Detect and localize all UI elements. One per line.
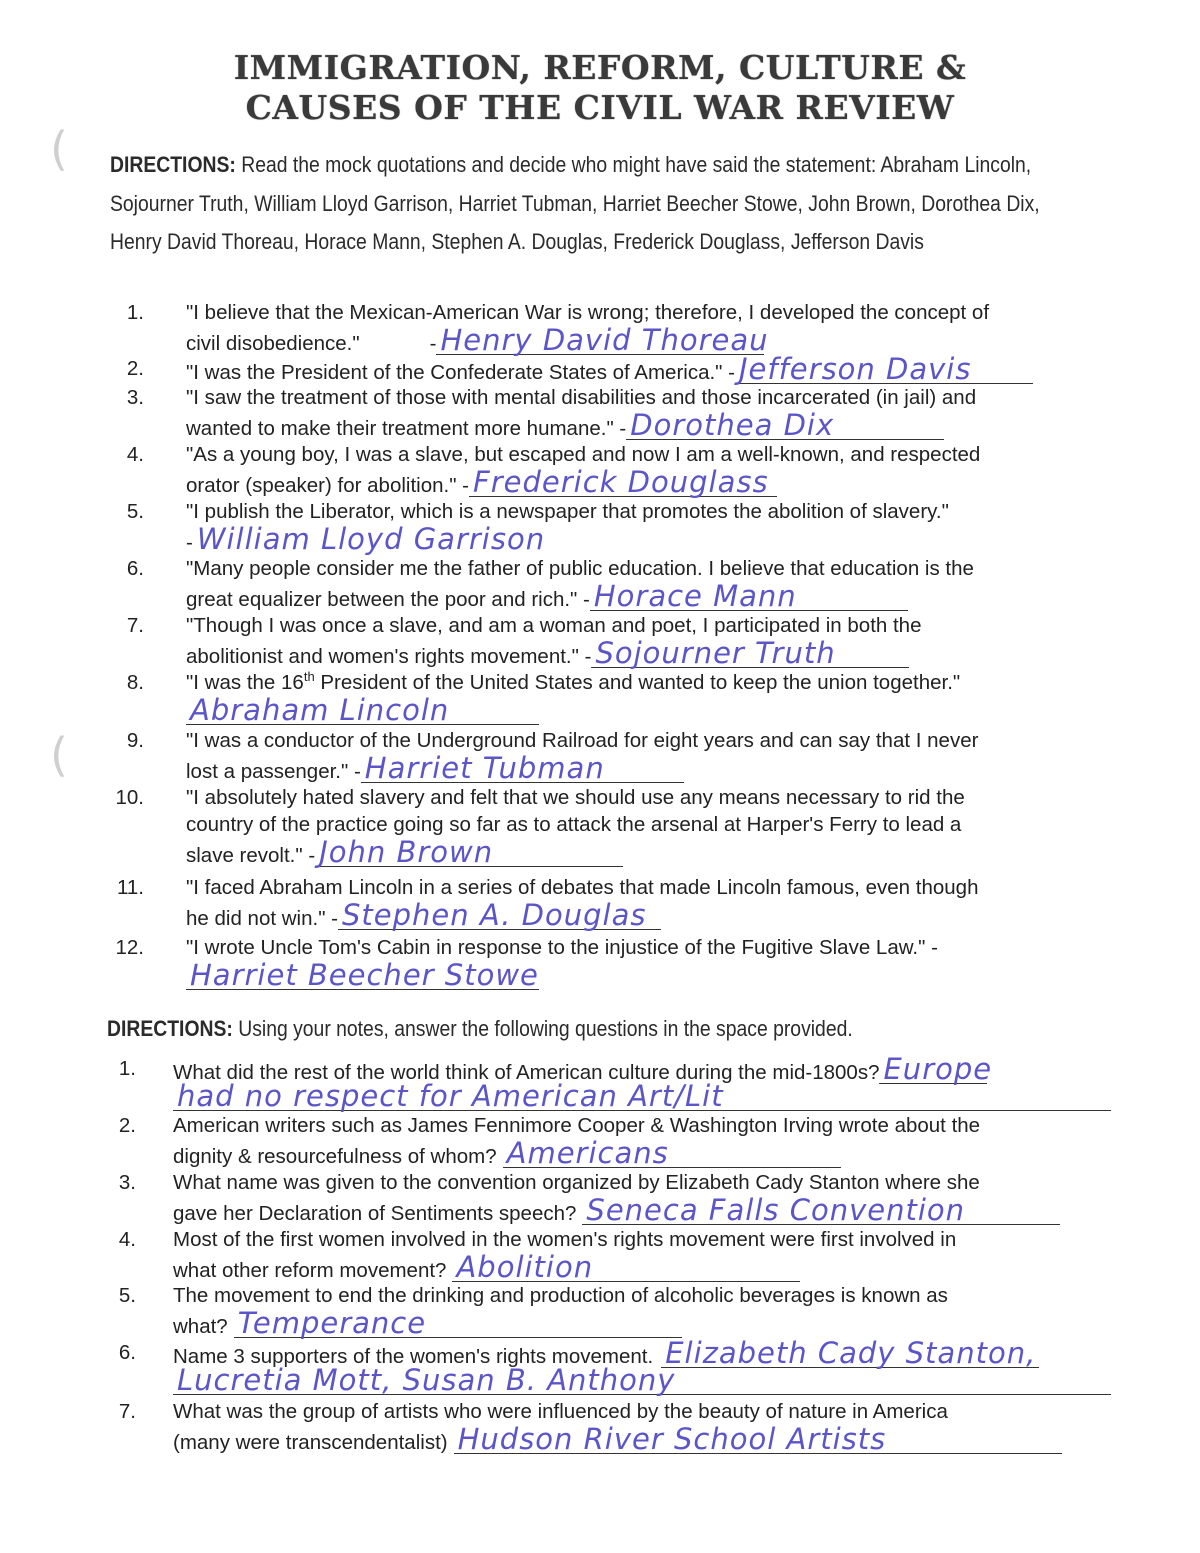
- answer-field[interactable]: Harriet Tubman: [361, 754, 684, 783]
- question-text: What did the rest of the world think of American culture during the mid-1800s?: [173, 1061, 880, 1084]
- title-line-1: IMMIGRATION, REFORM, CULTURE &: [233, 48, 967, 87]
- quote-text: abolitionist and women's rights movement." -: [186, 645, 592, 668]
- answer-field[interactable]: Abraham Lincoln: [186, 696, 539, 725]
- item-number: 5.: [118, 1284, 136, 1307]
- question-text: Most of the first women involved in the women's rights movement were first involved in: [173, 1228, 957, 1251]
- item-number: 6.: [118, 1341, 136, 1364]
- answer-field[interactable]: Stephen A. Douglas: [338, 901, 661, 930]
- directions-label: DIRECTIONS:: [110, 152, 236, 177]
- directions-label: DIRECTIONS:: [107, 1016, 233, 1041]
- item-number: 7.: [126, 614, 144, 637]
- item-number: 1.: [118, 1057, 136, 1080]
- quote-text: great equalizer between the poor and rich." -: [186, 588, 590, 611]
- answer-field[interactable]: Harriet Beecher Stowe: [186, 961, 539, 990]
- answer-field[interactable]: Horace Mann: [590, 582, 908, 611]
- question-text: American writers such as James Fennimore Cooper & Washington Irving wrote about the: [173, 1114, 981, 1137]
- quote-text: orator (speaker) for abolition." -: [186, 474, 470, 497]
- superscript: th: [303, 669, 315, 685]
- item-number: 4.: [118, 1228, 136, 1251]
- quote-text: he did not win." -: [186, 907, 338, 930]
- answer-field[interactable]: Temperance: [234, 1309, 682, 1338]
- question-text: what other reform movement?: [173, 1259, 447, 1282]
- question-text: gave her Declaration of Sentiments speech?: [173, 1202, 577, 1225]
- item-number: 2.: [126, 357, 144, 380]
- answer-field[interactable]: Jefferson Davis: [735, 355, 1033, 384]
- item-number: 6.: [126, 557, 144, 580]
- item-number: 9.: [126, 729, 144, 752]
- section1-directions: [110, 146, 1087, 262]
- answer-field[interactable]: Frederick Douglass: [469, 468, 777, 497]
- quote-text: civil disobedience.": [186, 332, 360, 355]
- answer-field[interactable]: Sojourner Truth: [591, 639, 909, 668]
- section2-directions: [107, 1016, 853, 1042]
- quote-text: "Many people consider me the father of public education. I believe that education is the: [186, 557, 974, 580]
- item-number: 8.: [126, 671, 144, 694]
- title-line-2: CAUSES OF THE CIVIL WAR REVIEW: [245, 88, 955, 127]
- item-number: 5.: [126, 500, 144, 523]
- answer-field[interactable]: William Lloyd Garrison: [196, 522, 546, 556]
- item-number: 11.: [117, 876, 144, 899]
- page-title: [0, 48, 1200, 128]
- question-text: (many were transcendentalist): [173, 1431, 448, 1454]
- question-text: what?: [173, 1315, 228, 1338]
- answer-field[interactable]: Americans: [503, 1139, 841, 1168]
- quote-text: "I wrote Uncle Tom's Cabin in response to the injustice of the Fugitive Slave Law." -: [186, 936, 938, 959]
- quote-text: country of the practice going so far as to attack the arsenal at Harper's Ferry to lead a: [186, 813, 962, 836]
- quote-text: "I was a conductor of the Underground Railroad for eight years and can say that I never: [186, 729, 979, 752]
- quote-text: "I was the President of the Confederate States of America." -: [186, 361, 735, 384]
- quote-text: -: [186, 531, 193, 554]
- quote-text: "I absolutely hated slavery and felt that we should use any means necessary to rid the: [186, 786, 965, 809]
- answer-field[interactable]: Abolition: [452, 1253, 800, 1282]
- item-number: 3.: [118, 1171, 136, 1194]
- quote-text: slave revolt." -: [186, 844, 316, 867]
- item-number: 1.: [126, 301, 144, 324]
- item-number: 2.: [118, 1114, 136, 1137]
- item-number: 4.: [126, 443, 144, 466]
- question-text: Name 3 supporters of the women's rights movement.: [173, 1345, 654, 1368]
- quote-text: "I was the 16: [186, 671, 304, 694]
- question-text: The movement to end the drinking and production of alcoholic beverages is known as: [173, 1284, 948, 1307]
- item-number: 12.: [115, 936, 144, 959]
- item-number: 3.: [126, 386, 144, 409]
- directions-text: Read the mock quotations and decide who might have said the statement: Abraham Lincoln, Sojourner Truth, William Lloyd Garrison, Harriet Tubman, Harriet Beecher Stowe, John Brown, Dorothea Dix, Henry David Thoreau, Horace Mann, Stephen A. Douglas, Frederick Douglass, Jefferson Davis: [110, 152, 1040, 254]
- answer-field[interactable]: Dorothea Dix: [626, 411, 944, 440]
- answer-field[interactable]: Seneca Falls Convention: [582, 1196, 1060, 1225]
- binder-hole-mark: (: [50, 728, 68, 782]
- quote-text: "I faced Abraham Lincoln in a series of debates that made Lincoln famous, even though: [186, 876, 979, 899]
- quote-text: "I saw the treatment of those with mental disabilities and those incarcerated (in jail) and: [186, 386, 977, 409]
- answer-field[interactable]: Elizabeth Cady Stanton,: [661, 1339, 1039, 1368]
- item-number: 10.: [115, 786, 144, 809]
- question-text: What name was given to the convention organized by Elizabeth Cady Stanton where she: [173, 1171, 980, 1194]
- quote-text: "I publish the Liberator, which is a newspaper that promotes the abolition of slavery.": [186, 500, 949, 523]
- quote-text: "Though I was once a slave, and am a woman and poet, I participated in both the: [186, 614, 922, 637]
- quote-text: wanted to make their treatment more humane." -: [186, 417, 627, 440]
- question-text: What was the group of artists who were influenced by the beauty of nature in America: [173, 1400, 948, 1423]
- quote-text: "I believe that the Mexican-American War is wrong; therefore, I developed the concept of: [186, 301, 990, 324]
- binder-hole-mark: (: [50, 122, 68, 176]
- answer-field[interactable]: Europe: [879, 1055, 987, 1084]
- quote-text: lost a passenger." -: [186, 760, 361, 783]
- answer-field[interactable]: John Brown: [315, 838, 623, 867]
- quote-text: "As a young boy, I was a slave, but escaped and now I am a well-known, and respected: [186, 443, 981, 466]
- question-text: dignity & resourcefulness of whom?: [173, 1145, 497, 1168]
- answer-field[interactable]: Hudson River School Artists: [454, 1425, 1062, 1454]
- answer-field[interactable]: Lucretia Mott, Susan B. Anthony: [173, 1366, 1111, 1395]
- dash: -: [429, 332, 437, 355]
- item-number: 7.: [118, 1400, 136, 1423]
- answer-field[interactable]: Henry David Thoreau: [436, 326, 764, 355]
- directions-text: Using your notes, answer the following questions in the space provided.: [238, 1016, 853, 1041]
- quote-text: President of the United States and wanted to keep the union together.": [314, 671, 961, 694]
- answer-field[interactable]: had no respect for American Art/Lit: [173, 1082, 1111, 1111]
